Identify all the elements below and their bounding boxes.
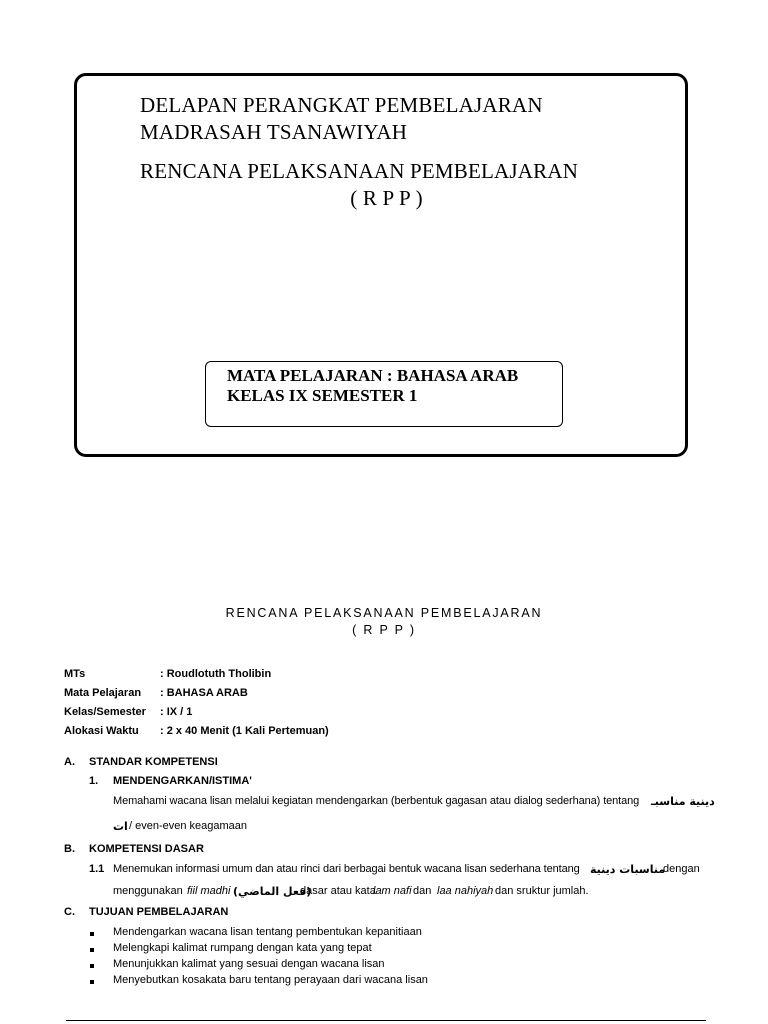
section-b-line2-italic2: lam nafi <box>373 885 412 897</box>
rpp-subtitle: ( R P P ) <box>352 623 416 637</box>
section-b-heading: KOMPETENSI DASAR <box>89 843 204 855</box>
class-line: KELAS IX SEMESTER 1 <box>227 386 418 405</box>
info-value-subject: : BAHASA ARAB <box>160 687 248 699</box>
section-a-item-title: MENDENGARKAN/ISTIMA' <box>113 775 252 787</box>
section-b-line2-b: dasar atau kata <box>300 885 376 897</box>
info-value-class: : IX / 1 <box>160 706 193 718</box>
section-b-letter: B. <box>64 843 75 855</box>
cover-title-line4: ( R P P ) <box>350 186 423 210</box>
objective-item: Menyebutkan kosakata baru tentang perayaan dari wacana lisan <box>113 974 428 986</box>
cover-title-line1: DELAPAN PERANGKAT PEMBELAJARAN <box>140 93 543 117</box>
cover-title-line2: MADRASAH TSANAWIYAH <box>140 120 408 144</box>
section-a-desc-line2: / even-even keagamaan <box>129 820 248 832</box>
section-a-letter: A. <box>64 756 75 768</box>
info-label-subject: Mata Pelajaran <box>64 687 142 699</box>
subject-line: MATA PELAJARAN : BAHASA ARAB <box>227 366 519 385</box>
objective-item: Melengkapi kalimat rumpang dengan kata yang tepat <box>113 942 372 954</box>
cover-title-line3: RENCANA PELAKSANAAN PEMBELAJARAN <box>140 159 579 183</box>
section-a-heading: STANDAR KOMPETENSI <box>89 756 218 768</box>
info-value-time: : 2 x 40 Menit (1 Kali Pertemuan) <box>160 725 329 737</box>
bullet-icon <box>90 948 94 952</box>
section-b-line1-end: dengan <box>663 863 700 875</box>
section-a-arabic2: ات <box>113 820 128 833</box>
bullet-icon <box>90 980 94 984</box>
section-b-line1: Menemukan informasi umum dan atau rinci dari berbagai bentuk wacana lisan sederhana tentang <box>113 863 580 875</box>
section-b-line2-italic3: laa nahiyah <box>437 885 494 897</box>
section-c-heading: TUJUAN PEMBELAJARAN <box>89 906 229 918</box>
objective-item: Mendengarkan wacana lisan tentang pembentukan kepanitiaan <box>113 926 422 938</box>
section-b-item-number: 1.1 <box>89 863 105 875</box>
section-c-letter: C. <box>64 906 75 918</box>
info-value-mts: : Roudlotuth Tholibin <box>160 668 272 680</box>
info-label-class: Kelas/Semester <box>64 706 146 718</box>
section-b-line2-arabic: (فعل الماضي) <box>233 885 312 898</box>
section-a-item-number: 1. <box>89 775 99 787</box>
section-b-line2-d: dan sruktur jumlah. <box>495 885 589 897</box>
objective-item: Menunjukkan kalimat yang sesuai dengan wacana lisan <box>113 958 385 970</box>
bullet-icon <box>90 964 94 968</box>
page-divider <box>66 1020 706 1021</box>
section-b-line2-italic1: fiil madhi <box>187 885 231 897</box>
bullet-icon <box>90 932 94 936</box>
section-a-arabic1: دينية مناسبـ <box>651 795 715 808</box>
info-label-time: Alokasi Waktu <box>64 725 139 737</box>
section-b-line2-a: menggunakan <box>113 885 183 897</box>
section-a-desc-line1: Memahami wacana lisan melalui kegiatan mendengarkan (berbentuk gagasan atau dialog sederhana) tentang <box>113 795 640 807</box>
section-b-arabic1: مناسبات دينية <box>590 863 666 876</box>
info-label-mts: MTs <box>64 668 86 680</box>
rpp-title: RENCANA PELAKSANAAN PEMBELAJARAN <box>225 606 543 620</box>
section-b-line2-c: dan <box>413 885 432 897</box>
